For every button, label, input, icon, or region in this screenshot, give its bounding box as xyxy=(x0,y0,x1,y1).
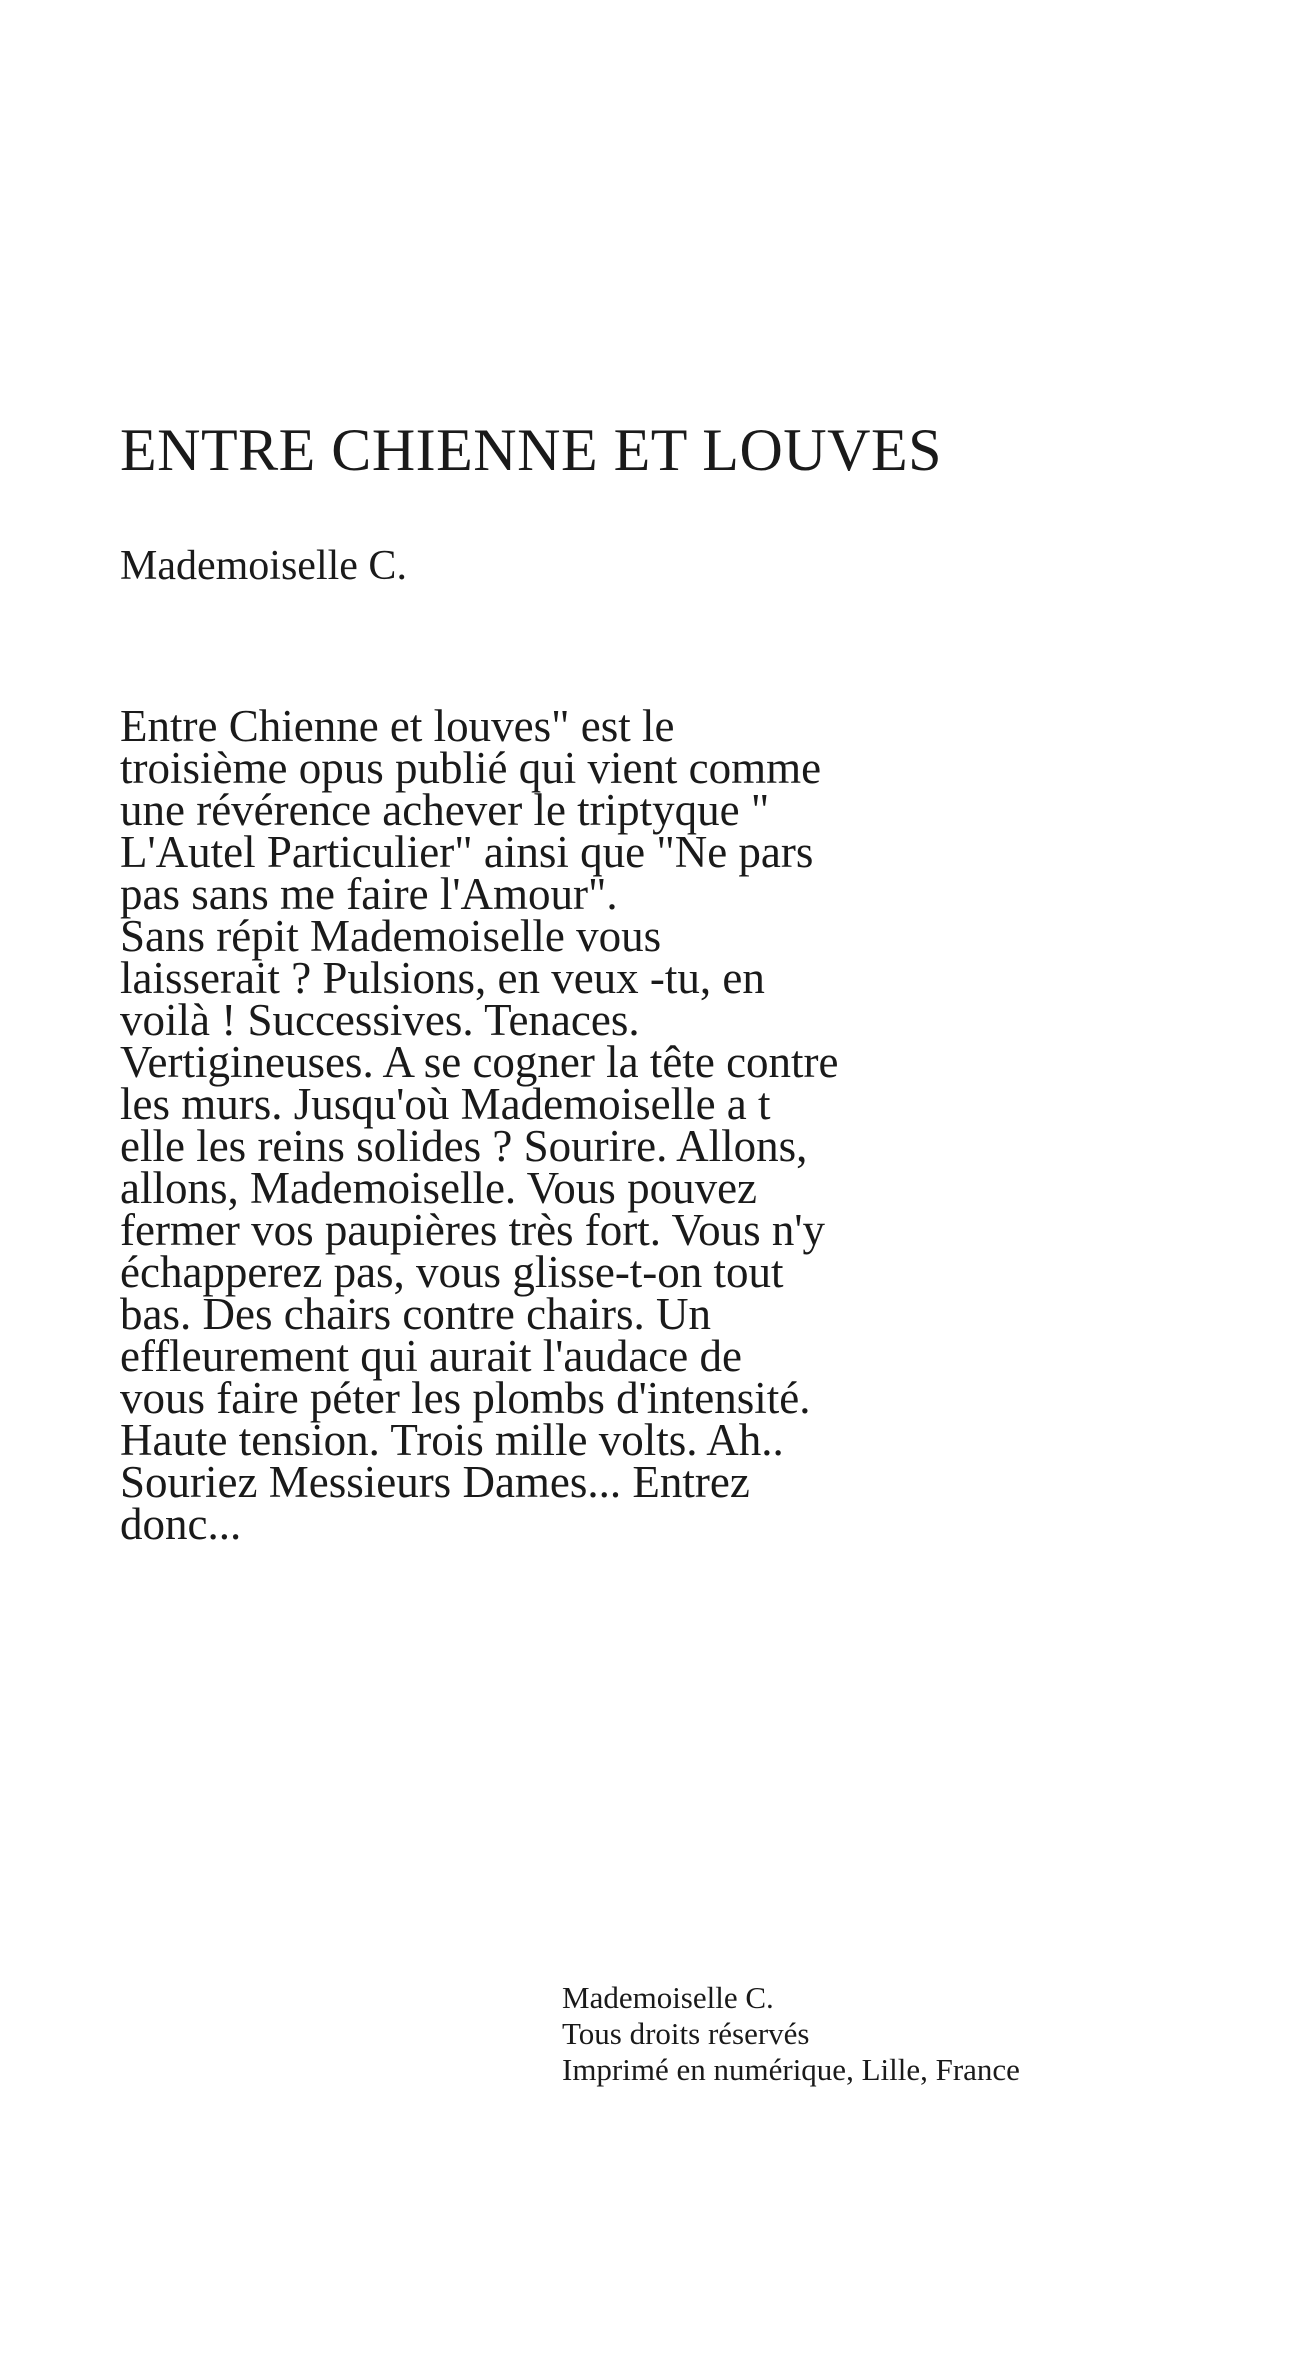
blurb-line: vous faire péter les plombs d'intensité. xyxy=(120,1373,811,1423)
blurb-line: elle les reins solides ? Sourire. Allons, xyxy=(120,1121,808,1171)
blurb-line: voilà ! Successives. Tenaces. xyxy=(120,995,640,1045)
blurb-line: Haute tension. Trois mille volts. Ah.. xyxy=(120,1415,784,1465)
blurb-line: effleurement qui aurait l'audace de xyxy=(120,1331,742,1381)
colophon-author: Mademoiselle C. xyxy=(562,1980,774,2015)
blurb-line: Vertigineuses. A se cogner la tête contre xyxy=(120,1037,839,1087)
blurb-line: une révérence achever le triptyque " xyxy=(120,785,770,835)
colophon-printing: Imprimé en numérique, Lille, France xyxy=(562,2052,1020,2087)
colophon xyxy=(562,1980,1020,2088)
blurb-line: bas. Des chairs contre chairs. Un xyxy=(120,1289,712,1339)
book-title: ENTRE CHIENNE ET LOUVES xyxy=(120,417,942,483)
blurb-line: pas sans me faire l'Amour". xyxy=(120,869,618,919)
blurb-line: Entre Chienne et louves" est le xyxy=(120,701,675,751)
blurb-line: les murs. Jusqu'où Mademoiselle a t xyxy=(120,1079,771,1129)
blurb-line: Souriez Messieurs Dames... Entrez xyxy=(120,1457,750,1507)
blurb-line: L'Autel Particulier" ainsi que "Ne pars xyxy=(120,827,814,877)
colophon-rights: Tous droits réservés xyxy=(562,2016,810,2051)
blurb-line: troisième opus publié qui vient comme xyxy=(120,743,822,793)
blurb-line: laisserait ? Pulsions, en veux -tu, en xyxy=(120,953,765,1003)
blurb-line: Sans répit Mademoiselle vous xyxy=(120,911,662,961)
book-author: Mademoiselle C. xyxy=(120,543,407,589)
blurb-line: échapperez pas, vous glisse-t-on tout xyxy=(120,1247,784,1297)
blurb-line: donc... xyxy=(120,1499,242,1549)
blurb-line: allons, Mademoiselle. Vous pouvez xyxy=(120,1163,758,1213)
book-blurb xyxy=(120,701,1000,1549)
blurb-line: fermer vos paupières très fort. Vous n'y xyxy=(120,1205,826,1255)
